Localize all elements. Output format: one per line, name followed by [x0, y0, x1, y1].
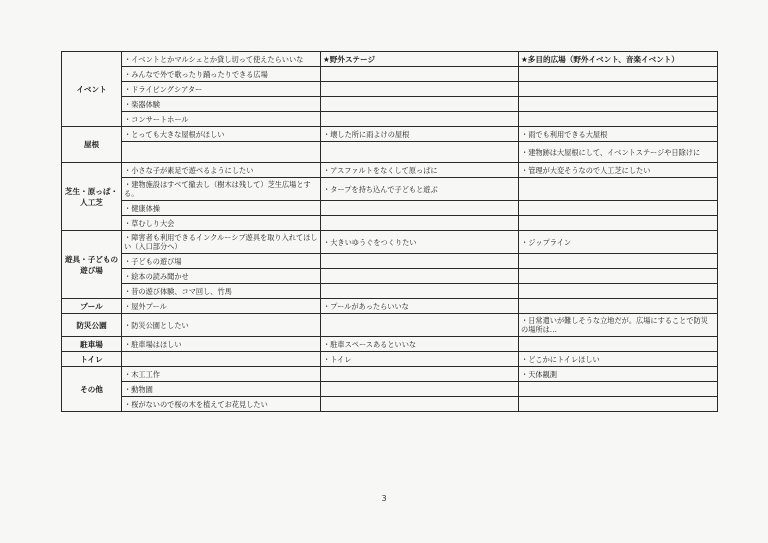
cell-text: ・屋外プール: [122, 299, 321, 314]
empty-cell: [519, 97, 718, 112]
category-toilet: トイレ: [62, 352, 122, 367]
cell-text: ・タープを持ち込んで子どもと遊ぶ: [321, 178, 519, 201]
empty-cell: [321, 314, 519, 337]
cell-text: ・ドライビングシアター: [122, 82, 321, 97]
cell-text: ・とっても大きな屋根がほしい: [122, 127, 321, 142]
cell-text: ・大きいゆうぐをつくりたい: [321, 231, 519, 254]
empty-cell: [519, 112, 718, 127]
table-row: [62, 397, 718, 412]
table-row: [62, 284, 718, 299]
cell-text: ・楽器体験: [122, 97, 321, 112]
table-row: [62, 254, 718, 269]
empty-cell: [321, 254, 519, 269]
table-row: [62, 163, 718, 178]
empty-cell: [519, 67, 718, 82]
table-row: [62, 367, 718, 382]
category-roof: 屋根: [62, 127, 122, 163]
cell-text: ・コンサートホール: [122, 112, 321, 127]
cell-text: ・草むしり大会: [122, 216, 321, 231]
cell-text: ・どこかにトイレほしい: [519, 352, 718, 367]
empty-cell: [122, 352, 321, 367]
empty-cell: [519, 254, 718, 269]
category-parking: 駐車場: [62, 337, 122, 352]
table-row: [62, 314, 718, 337]
cell-text: ・健康体操: [122, 201, 321, 216]
empty-cell: [321, 284, 519, 299]
cell-text: ・管理が大変そうなので人工芝にしたい: [519, 163, 718, 178]
empty-cell: [321, 216, 519, 231]
table-row: [62, 352, 718, 367]
category-pool: プール: [62, 299, 122, 314]
table-row: [62, 112, 718, 127]
empty-cell: [321, 142, 519, 163]
table-row: [62, 201, 718, 216]
cell-text: ・アスファルトをなくして原っぱに: [321, 163, 519, 178]
table-row: [62, 337, 718, 352]
cell-text: ・駐車場はほしい: [122, 337, 321, 352]
cell-text: ・みんなで外で歌ったり踊ったりできる広場: [122, 67, 321, 82]
table-row: [62, 382, 718, 397]
empty-cell: [519, 82, 718, 97]
empty-cell: [321, 397, 519, 412]
cell-text: ・防災公園としたい: [122, 314, 321, 337]
empty-cell: [321, 382, 519, 397]
table-row: [62, 178, 718, 201]
table-row: [62, 269, 718, 284]
cell-text: ・壊した所に雨よけの屋根: [321, 127, 519, 142]
cell-text: ・プールがあったらいいな: [321, 299, 519, 314]
table-row: [62, 127, 718, 142]
empty-cell: [321, 67, 519, 82]
table-row: [62, 52, 718, 67]
empty-cell: [519, 201, 718, 216]
empty-cell: [519, 299, 718, 314]
empty-cell: [321, 367, 519, 382]
cell-text: ・建物施設はすべて撤去し（樹木は残して）芝生広場とする。: [122, 178, 321, 201]
empty-cell: [321, 201, 519, 216]
empty-cell: [519, 178, 718, 201]
cell-text: ・障害者も利用できるインクルーシブ遊具を取り入れてほしい（入口部分へ）: [122, 231, 321, 254]
cell-text: ・絵本の読み聞かせ: [122, 269, 321, 284]
page-number: 3: [381, 494, 387, 503]
cell-text: ・イベントとかマルシェとか貸し切って使えたらいいな: [122, 52, 321, 67]
cell-text: ・天体観測: [519, 367, 718, 382]
cell-text: ・建物跡は大屋根にして、イベントステージや日除けに: [519, 142, 718, 163]
table-row: [62, 299, 718, 314]
column-header-outdoor-stage: ★野外ステージ: [321, 52, 519, 67]
cell-text: ・木工工作: [122, 367, 321, 382]
cell-text: ・トイレ: [321, 352, 519, 367]
column-header-multipurpose-plaza: ★多目的広場（野外イベント、音楽イベント）: [519, 52, 718, 67]
empty-cell: [519, 337, 718, 352]
empty-cell: [321, 112, 519, 127]
cell-text: ・子どもの遊び場: [122, 254, 321, 269]
cell-text: ・駐車スペースあるといいな: [321, 337, 519, 352]
table-row: [62, 67, 718, 82]
cell-text: ・雨でも利用できる大屋根: [519, 127, 718, 142]
cell-text: ・ジップライン: [519, 231, 718, 254]
empty-cell: [519, 284, 718, 299]
category-event: イベント: [62, 52, 122, 127]
cell-text: ・日常遣いが難しそうな立地だが。広場にすることで防災の場所は…: [519, 314, 718, 337]
empty-cell: [321, 82, 519, 97]
empty-cell: [519, 269, 718, 284]
empty-cell: [321, 97, 519, 112]
empty-cell: [519, 382, 718, 397]
empty-cell: [321, 269, 519, 284]
category-play: 遊具・子どもの遊び場: [62, 231, 122, 299]
category-lawn: 芝生・原っぱ・人工芝: [62, 163, 122, 231]
ideas-table: [61, 51, 718, 412]
cell-text: ・小さな子が素足で遊べるようにしたい: [122, 163, 321, 178]
empty-cell: [122, 142, 321, 163]
cell-text: ・動物園: [122, 382, 321, 397]
cell-text: ・昔の遊び体験、コマ回し、竹馬: [122, 284, 321, 299]
cell-text: ・桜がないので桜の木を植えてお花見したい: [122, 397, 321, 412]
table-row: [62, 142, 718, 163]
empty-cell: [519, 216, 718, 231]
table-row: [62, 231, 718, 254]
table-row: [62, 216, 718, 231]
table-row: [62, 82, 718, 97]
category-other: その他: [62, 367, 122, 412]
empty-cell: [519, 397, 718, 412]
category-disaster-park: 防災公園: [62, 314, 122, 337]
table-row: [62, 97, 718, 112]
